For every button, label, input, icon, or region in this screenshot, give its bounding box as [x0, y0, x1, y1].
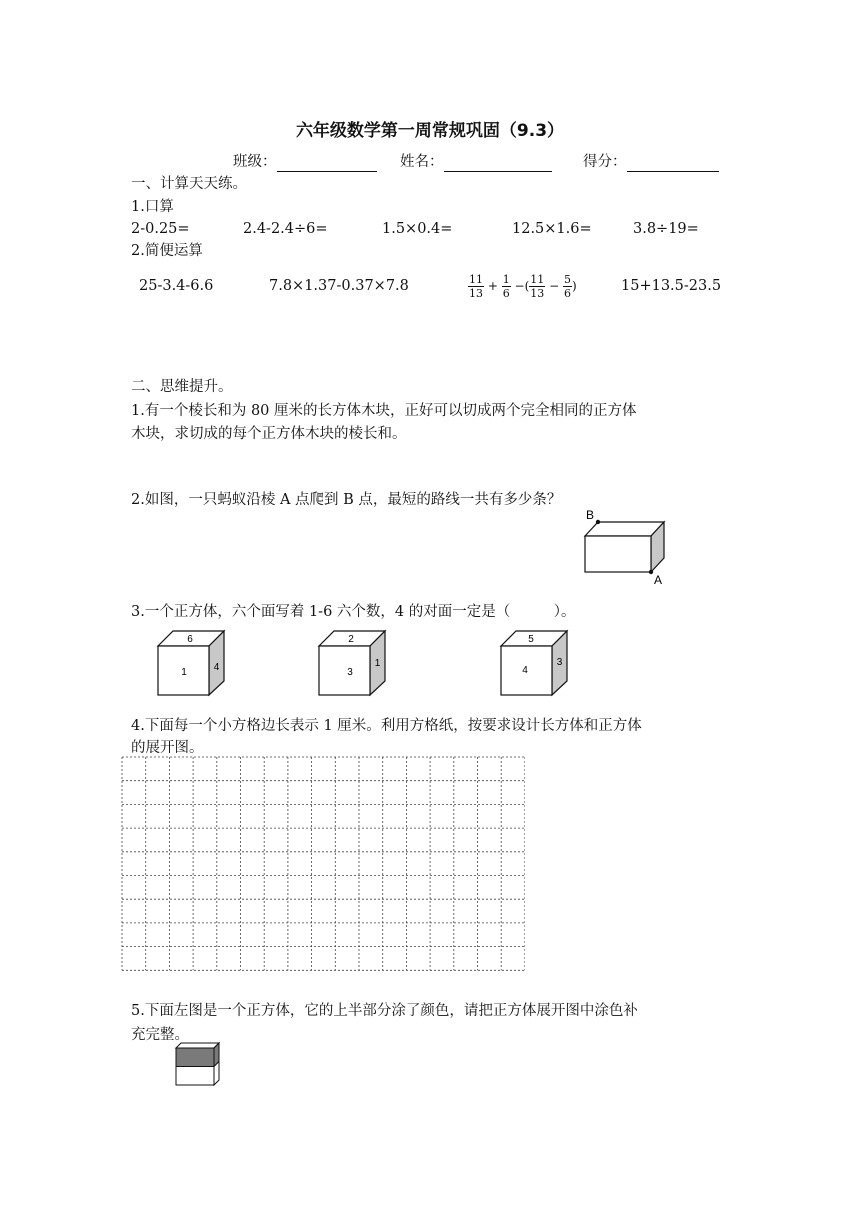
point-b-label: B	[586, 508, 595, 522]
name-blank[interactable]	[444, 157, 552, 172]
section2-heading: 二、思维提升。	[131, 379, 233, 395]
section1-heading: 一、计算天天练。	[131, 176, 247, 192]
simple-item: 7.8×1.37-0.37×7.8	[269, 278, 409, 294]
q1-line1: 1.有一个棱长和为 80 厘米的长方体木块，正好可以切成两个完全相同的正方体	[131, 403, 637, 419]
dice-top-number: 5	[528, 634, 534, 645]
fraction: $\frac{11}{13}$	[469, 273, 483, 300]
name-field	[400, 152, 552, 172]
oral-item: 2-0.25=	[131, 221, 190, 237]
dice-front-number: 4	[522, 665, 528, 676]
point-a-label: A	[654, 573, 663, 587]
dice-cube	[498, 628, 570, 698]
grid-paper[interactable]	[121, 756, 525, 974]
q2-text: 2.如图，一只蚂蚁沿棱 A 点爬到 B 点，最短的路线一共有多少条？	[131, 492, 562, 508]
score-field	[583, 152, 719, 172]
minus-open-paren: −(	[514, 279, 530, 293]
oral-item: 1.5×0.4=	[382, 221, 453, 237]
name-label: 姓名：	[400, 154, 444, 170]
dice-side-number: 1	[374, 658, 381, 669]
fraction: $\frac{5}{6}$	[564, 273, 572, 300]
q4-line1: 4.下面每一个小方格边长表示 1 厘米。利用方格纸，按要求设计长方体和正方体	[131, 718, 642, 734]
point-b-dot	[596, 520, 600, 524]
q1-line2: 木块，求切成的每个正方体木块的棱长和。	[131, 426, 407, 442]
dice-top-number: 2	[348, 634, 354, 645]
dice-cube	[316, 628, 388, 698]
painted-cube	[172, 1040, 224, 1088]
dice-side-number: 3	[556, 657, 563, 668]
q3-text: 3.一个正方体，六个面写着 1-6 六个数，4 的对面一定是（ ）。	[131, 604, 576, 620]
point-a-dot	[649, 570, 653, 574]
cuboid-diagram	[580, 505, 670, 587]
plus-sign: +	[487, 279, 498, 293]
dice-side-number: 4	[213, 662, 220, 673]
oral-item: 3.8÷19=	[633, 221, 699, 237]
fraction: $\frac{1}{6}$	[502, 273, 510, 300]
score-label: 得分：	[583, 154, 627, 170]
dice-top-number: 6	[187, 634, 193, 645]
dice-front-number: 3	[347, 667, 353, 678]
oral-label: 1.口算	[131, 199, 174, 215]
simple-item: 25-3.4-6.6	[139, 278, 214, 294]
q4-line2: 的展开图。	[131, 740, 204, 756]
dice-cube	[155, 628, 227, 698]
simple-item: 15+13.5-23.5	[621, 278, 722, 294]
dice-front-face	[319, 646, 370, 695]
class-field	[233, 152, 377, 172]
q5-line2: 充完整。	[131, 1027, 189, 1043]
fraction-expression	[468, 270, 577, 302]
page-title: 六年级数学第一周常规巩固（9.3）	[295, 121, 565, 141]
dice-front-number: 1	[181, 667, 187, 678]
painted-cube-front-shaded	[176, 1048, 214, 1067]
simple-label: 2.简便运算	[131, 243, 203, 259]
minus-sign: −	[549, 279, 560, 293]
oral-item: 12.5×1.6=	[512, 221, 592, 237]
cuboid-front-face	[585, 536, 651, 572]
score-blank[interactable]	[627, 157, 719, 172]
fraction: $\frac{11}{13}$	[530, 273, 545, 300]
painted-cube-top	[176, 1043, 219, 1048]
q5-line1: 5.下面左图是一个正方体，它的上半部分涂了颜色，请把正方体展开图中涂色补	[131, 1003, 638, 1019]
oral-item: 2.4-2.4÷6=	[243, 221, 328, 237]
class-label: 班级：	[233, 154, 277, 170]
class-blank[interactable]	[277, 157, 377, 172]
close-paren: )	[572, 279, 577, 293]
